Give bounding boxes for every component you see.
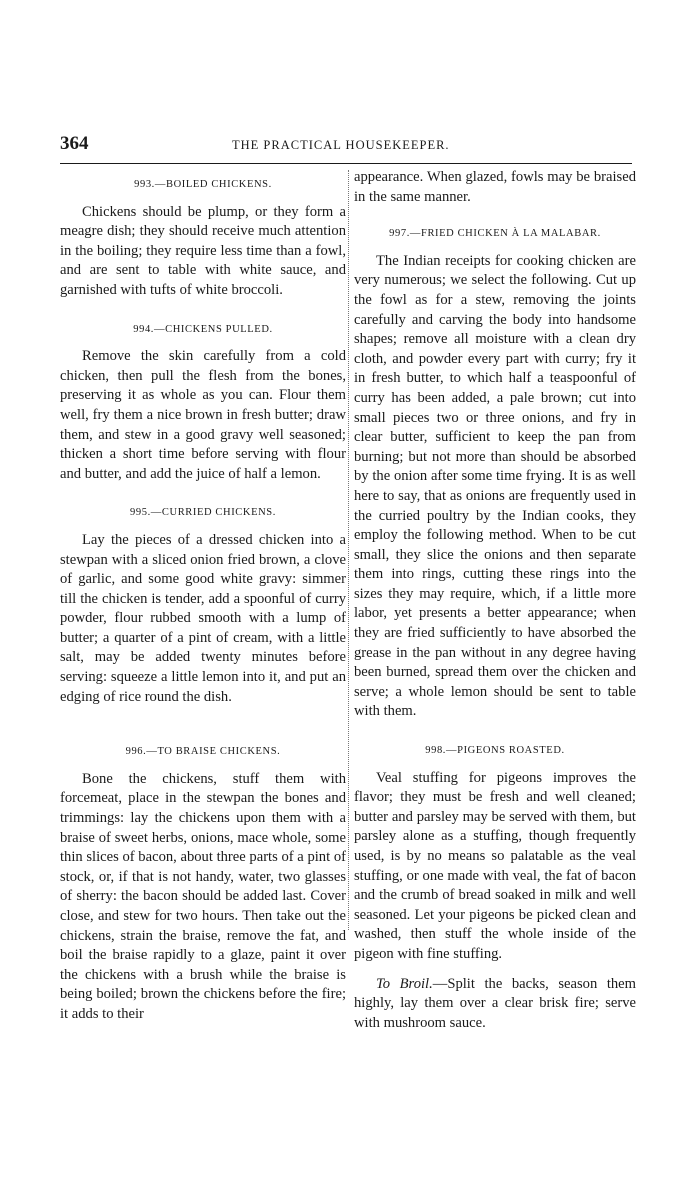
recipe-heading: 994.—CHICKENS PULLED.: [133, 323, 273, 335]
recipe-body: Bone the chickens, stuff them with forcemeat, place in the stewpan the bones and trimmings: lay the chickens upon them with a braise of sweet herbs, onions, mace whole, some thin slices of bacon, about three parts of a pint of stock, or, if that is not handy, water, two glasses of sherry: the bacon should be added last. Cover close, and stew for two hours. Then take out the chickens, strain the braise, remove the fat, and boil the braise rapidly to a glaze, paint it over the chickens with a brush while the braise is being boiled; brown the chickens before the fire; it adds to their: [60, 770, 346, 1022]
recipe-996: [60, 742, 346, 1024]
recipe-body: The Indian receipts for cooking chicken are very numerous; we select the following. Cut up the fowl as for a stew, removing the joints carefully and carving the body into handsome shapes; remove all moisture with a clean dry cloth, and powder every part with curry; fry it in fresh butter, to which half a teaspoonful of curry has been added, a pale brown; cut into small pieces two or three onions, and fry in clear butter, sufficient to keep the pan from burning; but not more than should be absorbed by the onion after some time frying. It is as well here to say, that as onions are frequently used in the curried poultry by the Indian cooks, they employ the following method. When to be cut small, they slice the onions and then separate them into rings, cutting these rings into the sizes they may require, which, if a little more labor, yet presents a better appearance; when they are fried sufficiently to have absorbed the grease in the pan without in any degree having been burned, spread them over the chicken and serve; a whole lemon should be sent to table with them.: [354, 252, 636, 720]
recipe-body: Remove the skin carefully from a cold chicken, then pull the flesh from the bones, preserving it as whole as you can. Flour them well, fry them a nice brown in fresh butter; draw them, and stew in a good gravy well seasoned; thicken a short time before serving with flour and butter, and add the juice of half a lemon.: [60, 348, 346, 482]
recipe-997: [354, 224, 636, 722]
left-column: [60, 168, 346, 1025]
recipe-heading: 998.—PIGEONS ROASTED.: [425, 745, 565, 757]
running-head: [60, 133, 630, 159]
recipe-body: Veal stuffing for pigeons improves the flavor; they must be fresh and well cleaned; butter and parsley may be served with them, but parsley alone as a stuffing, though frequently used, is by no means so palatable as the veal stuffing, or one made with veal, the fat of bacon and the crumb of bread soaked in milk and well seasoned. Let your pigeons be picked clean and washed, then stuff the whole inside of the pigeon with fine stuffing.: [354, 769, 636, 962]
recipe-heading: 993.—BOILED CHICKENS.: [134, 179, 272, 190]
column-divider: [348, 170, 349, 930]
recipe-994: [60, 320, 346, 485]
recipe-heading: 995.—CURRIED CHICKENS.: [130, 507, 276, 519]
recipe-995: [60, 503, 346, 707]
recipe-sub-paragraph: [354, 975, 636, 1034]
header-rule: [60, 163, 632, 164]
recipe-body: Chickens should be plump, or they form a meagre dish; they should receive much attention in the boiling; they require less time than a fowl, and are sent to table with white sauce, and garnished with tufts of white broccoli.: [60, 203, 346, 298]
running-title: THE PRACTICAL HOUSEKEEPER.: [232, 138, 450, 152]
recipe-heading: 997.—FRIED CHICKEN À LA MALABAR.: [389, 228, 601, 240]
recipe-body: Lay the pieces of a dressed chicken into a stewpan with a sliced onion fried brown, a clove of garlic, and some good white gravy: simmer till the chicken is tender, add a spoonful of curry powder, flour rubbed smooth with a lump of butter; a quarter of a pint of cream, with a little salt, may be added twenty minutes before serving: squeeze a little lemon into it, and put an edging of rice round the dish.: [60, 531, 346, 705]
recipe-993: [60, 175, 346, 301]
recipe-998: [354, 741, 636, 1033]
page-number: 364: [60, 133, 89, 154]
recipe-heading: 996.—TO BRAISE CHICKENS.: [125, 746, 281, 758]
sub-heading: To Broil.: [376, 975, 433, 992]
right-column: [354, 168, 636, 1033]
sub-body: —Split the backs, season them highly, lay them over a clear brisk fire; serve with mushroom sauce.: [354, 975, 636, 1031]
continued-text: appearance. When glazed, fowls may be braised in the same manner.: [354, 169, 636, 205]
